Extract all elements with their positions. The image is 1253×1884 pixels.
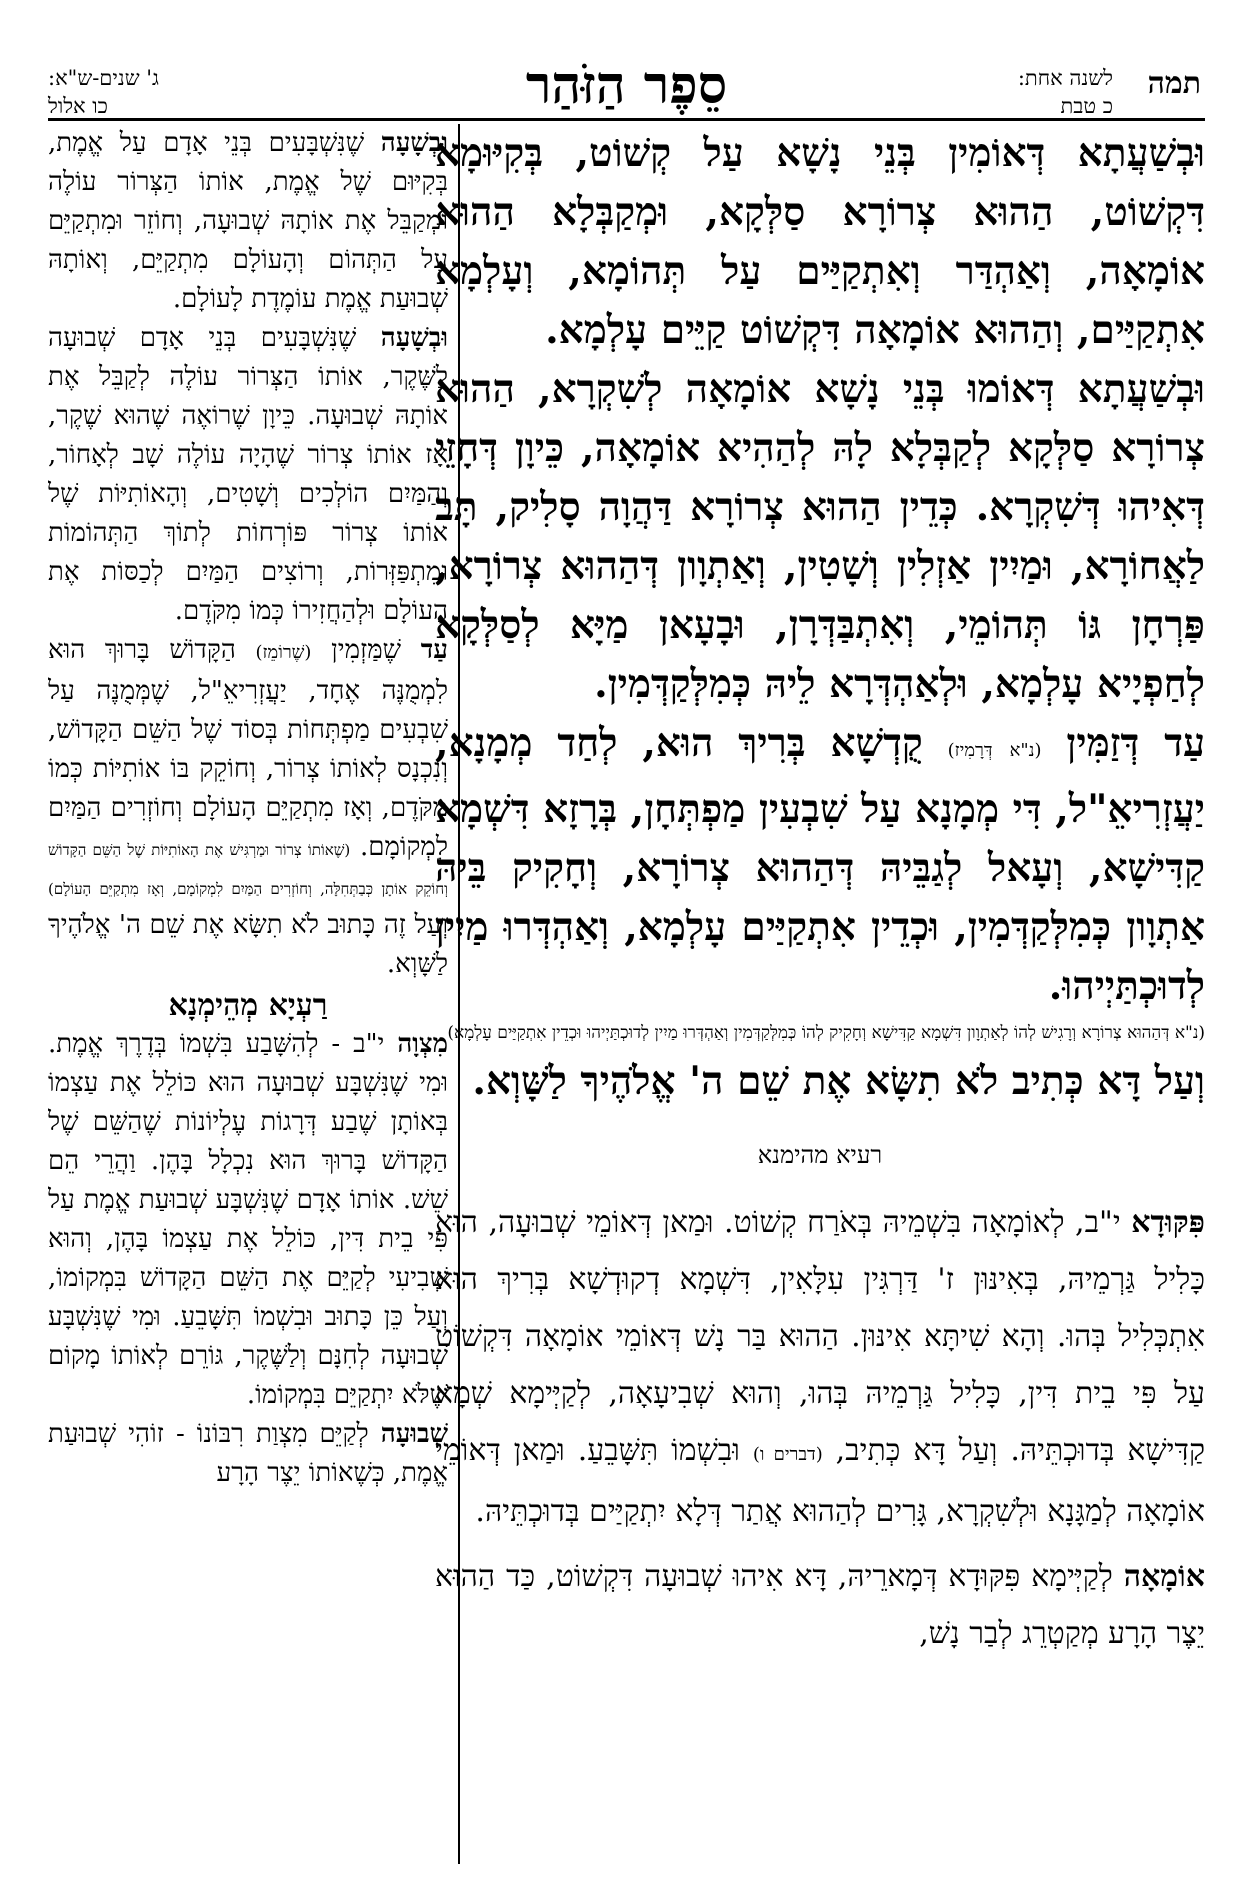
side-paragraph-3 [48, 631, 448, 984]
side-paragraph-5 [48, 1415, 448, 1493]
side-paragraph-4 [48, 1025, 448, 1415]
verse-reference: (דברים ו) [752, 1444, 823, 1465]
raaya-mehemna-heading: רעיא מהימנא [757, 1141, 883, 1169]
paragraph-text: שֶׁנִּשְׁבָּעִים בְּנֵי אָדָם עַל אֱמֶת, בְּקִיּוּם שֶׁל אֱמֶת, אוֹתוֹ הַצְּרוֹר עוֹלֶה וּמְקַבֵּל אֶת אוֹתָהּ שְׁבוּעָה, וְחוֹזֵר וּמִתְקַיֵּם עַל הַתְּהוֹם וְהָעוֹלָם מִתְקַיֵּם, וְאוֹתָהּ שְׁבוּעַת אֱמֶת עוֹמֶדֶת לָעוֹלָם. [48, 128, 448, 314]
lead-word: וּבְשַׁעֲתָא [1077, 130, 1205, 176]
lead-word: אוֹמָאָה [1123, 1559, 1205, 1594]
lead-word: וּבְשַׁעֲתָא [1077, 366, 1205, 412]
paragraph-text: הַקָּדוֹשׁ בָּרוּךְ הוּא לִמְמֻנֶּה אֶחָד, יַעֲזְרִיאֵ"ל, שֶׁמְּמֻנֶּה עַל שִׁבְעִים מַפְתְּחוֹת בְּסוֹד שֶׁל הַשֵּׁם הַקָּדוֹשׁ, וְנִכְנָס לְאוֹתוֹ צְרוֹר, וְחוֹקֵק בּוֹ אוֹתִיּוֹת כְּמוֹ מִקֹּדֶם, וְאָז מִתְקַיֵּם הָעוֹלָם וְחוֹזְרִים הַמַּיִם לִמְקוֹמָם. [48, 635, 448, 862]
raaya-paragraph-1 [435, 1194, 1205, 1540]
variant-reading-note: (שֶׁאוֹתוֹ צְרוֹר וּמַרְגִּישׁ אֶת הָאוֹתִיּוֹת שֶׁל הַשֵּׁם הַקָּדוֹשׁ וְחוֹקֵק אוֹתָן כְּבַתְּחִלָּה, וְחוֹזְרִים הַמַּיִם לִמְקוֹמָם, וְאָז מִתְקַיֵּם הָעוֹלָם) [48, 841, 448, 898]
paragraph-text: דְּאוֹמוּ בְּנֵי נָשָׁא אוֹמָאָה לְשִׁקְרָא, הַהוּא צְרוֹרָא סַלְּקָא לְקַבְּלָא לָהּ לְהַהִיא אוֹמָאָה, כֵּיוָן דְּחָזֵי דְּאִיהוּ דְּשִׁקְרָא. כְּדֵין הַהוּא צְרוֹרָא דַּהֲוָה סָלִיק, תָּב לַאֲחוֹרָא, וּמַיִין אַזְלִין וְשָׁטִין, וְאַתְוָון דְּהַהוּא צְרוֹרָא, פַּרְחָן גּוֹ תְּהוֹמֵי, וְאִתְבַּדְּרָן, וּבָעָאן מַיָּא לְסַלְּקָא לְחַפְיָיא עָלְמָא, וּלְאַהְדְּרָא לֵיהּ כְּמִלְּקַדְּמִין. [435, 366, 1205, 707]
lead-word: מִצְוָה [397, 1029, 448, 1059]
paragraph-text: י"ב, לְאוֹמָאָה בִּשְׁמֵיהּ בְּאֹרַח קְשׁוֹט. וּמַאן דְּאוֹמֵי שְׁבוּעָה, הוּא כָּלִיל גַּרְמֵיהּ, בְּאִינּוּן ז' דַּרְגִּין עִלָּאִין, דִּשְׁמָא דְקוּדְשָׁא בְּרִיךְ הוּא אִתְכְּלִיל בְּהוּ. וְהָא שִׁיתָּא אִינּוּן. הַהוּא בַּר נָשׁ דְּאוֹמֵי אוֹמָאָה דִּקְשׁוֹט עַל פִּי בֵית דִּין, כָּלִיל גַּרְמֵיהּ בְּהוּ, וְהוּא שְׁבִיעָאָה, לְקַיְּימָא שְׁמָא קַדִּישָׁא בְּדוּכְתֵּיהּ. וְעַל דָּא כְּתִיב, [435, 1205, 1205, 1468]
lead-word: עַד [1164, 720, 1205, 766]
lead-word: וּבְשָׁעָה [380, 128, 448, 158]
paragraph-text: דְּאוֹמִין בְּנֵי נָשָׁא עַל קְשׁוֹט, בְּקִיּוּמָא דִּקְשׁוֹט, הַהוּא צְרוֹרָא סַלְּקָא, וּמְקַבְּלָא הַהוּא אוֹמָאָה, וְאַהְדַּר וְאִתְקַיַּים עַל תְּהוֹמָא, וְעָלְמָא אִתְקַיַּים, וְהַהוּא אוֹמָאָה דִּקְשׁוֹט קַיֵּים עָלְמָא. [435, 130, 1205, 353]
main-paragraph-2 [435, 360, 1205, 714]
paragraph-text: לְקַיְּימָא פִּקּוּדָא דְּמָארֵיהּ, דָּא אִיהוּ שְׁבוּעָה דִּקְשׁוֹט, כַּד הַהוּא יֵצֶר הָרָע מְקַטְרֵג לְבַר נָשׁ, [435, 1559, 1205, 1651]
side-paragraph-1 [48, 124, 448, 319]
raaya-paragraph-2 [435, 1548, 1205, 1662]
header-rule [48, 118, 1205, 121]
side-paragraph-2 [48, 319, 448, 631]
header-right-line1: לשנה אחת: [1017, 66, 1113, 90]
paragraph-text: וּבִשְׁמוֹ תִּשָּׁבֵעַ. וּמַאן דְּאוֹמֵי אוֹמָאָה לְמַגָּנָא וּלְשִׁקְרָא, גָּרִים לְהַהוּא אֲתַר דְּלָא יִתְקַיַּים בְּדוּכְתֵּיהּ. [435, 1433, 1205, 1529]
paragraph-text: לְקַיֵּם מִצְוַת רִבּוֹנוֹ - זוֹהִי שְׁבוּעַת אֱמֶת, כְּשֶׁאוֹתוֹ יֵצֶר הָרָע [48, 1419, 448, 1488]
translation-column [48, 124, 448, 1864]
paragraph-text: שֶׁנִּשְׁבָּעִים בְּנֵי אָדָם שְׁבוּעָה לַשֶּׁקֶר, אוֹתוֹ הַצְּרוֹר עוֹלֶה לְקַבֵּל אֶת אוֹתָהּ שְׁבוּעָה. כֵּיוָן שֶׁרוֹאֶה שֶׁהוּא שֶׁקֶר, אָז אוֹתוֹ צְרוֹר שֶׁהָיָה עוֹלֶה שָׁב לְאָחוֹר, וְהַמַּיִם הוֹלְכִים וְשָׁטִים, וְהָאוֹתִיּוֹת שֶׁל אוֹתוֹ צְרוֹר פּוֹרְחוֹת לְתוֹךְ הַתְּהוֹמוֹת וּמִתְפַּזְּרוֹת, וְרוֹצִים הַמַּיִם לְכַסּוֹת אֶת הָעוֹלָם וּלְהַחֲזִירוֹ כְּמוֹ מִקֹּדֶם. [48, 323, 448, 626]
paragraph-text: שֶׁמַּזְמִין [311, 635, 421, 665]
main-column [435, 124, 1205, 1864]
lead-word: עַד [420, 635, 448, 665]
header-left-line1: ג' שנים-ש"א: [48, 66, 159, 90]
main-paragraph-1 [435, 124, 1205, 360]
main-paragraph-3 [435, 714, 1205, 1016]
raaya-mehemna-heading: רַעְיָא מְהֵימְנָא [168, 988, 328, 1023]
paragraph-text: וְעַל זֶה כָּתוּב לֹא תִשָּׂא אֶת שֵׁם ה' אֱלֹהֶיךָ לַשָּׁוְא. [48, 910, 448, 979]
variant-reading-note: (נ"א דְּהַהוּא צְרוֹרָא וְרָגִישׁ לְהוֹ לְאַתְוָון דִּשְׁמָא קַדִּישָׁא וְחָקִיק לְהוֹ כְּמִלְּקַדְּמִין וְאַהְדְּרוּ מַיִין לְדוּכְתַּיְיהוּ וּכְדֵין אִתְקַיַּים עָלְמָא) [447, 1023, 1205, 1043]
header-right-line2: כ טבת [1060, 94, 1113, 118]
main-paragraph-3-end: וְעַל דָּא כְּתִיב לֹא תִשָּׂא אֶת שֵׁם ה' אֱלֹהֶיךָ לַשָּׁוְא. [472, 1058, 1205, 1104]
column-divider [458, 124, 460, 1864]
variant-note: (שֶׁרוֹמֵז) [255, 642, 312, 663]
variant-note: (נ"א דְּרָמִיז) [947, 740, 1042, 761]
header-left-line2: כו אלול [48, 94, 108, 118]
paragraph-text: קֻדְשָׁא בְּרִיךְ הוּא, לְחַד מְמָנָא, יַעֲזְרִיאֵ"ל, דִּי מְמָנָא עַל שִׁבְעִין מַפְתְּחָן, בְּרָזָא דִּשְׁמָא קַדִּישָׁא, וְעָאל לְגַבֵּיהּ דְּהַהוּא צְרוֹרָא, וְחָקִיק בֵּיהּ אַתְוָון כְּמִלְּקַדְּמִין, וּכְדֵין אִתְקַיַּים עָלְמָא, וְאַהְדְּרוּ מַיִין לְדוּכְתַּיְיהוּ. [435, 720, 1205, 1009]
lead-word: פִּקּוּדָא [1131, 1205, 1205, 1240]
paragraph-text: י"ב - לְהִשָּׁבַע בִּשְׁמוֹ בְּדֶרֶךְ אֱמֶת. וּמִי שֶׁנִּשְׁבָּע שְׁבוּעָה הוּא כּוֹלֵל אֶת עַצְמוֹ בְּאוֹתָן שֶׁבַע דְּרָגוֹת עֶלְיוֹנוֹת שֶׁהַשֵּׁם שֶׁל הַקָּדוֹשׁ בָּרוּךְ הוּא נִכְלָל בָּהֶן. וַהֲרֵי הֵם שֵׁשׁ. אוֹתוֹ אָדָם שֶׁנִּשְׁבָּע שְׁבוּעַת אֱמֶת עַל פִּי בֵית דִּין, כּוֹלֵל אֶת עַצְמוֹ בָּהֶן, וְהוּא שְׁבִיעִי לְקַיֵּם אֶת הַשֵּׁם הַקָּדוֹשׁ בִּמְקוֹמוֹ, וְעַל כֵּן כָּתוּב וּבִשְׁמוֹ תִּשָּׁבֵעַ. וּמִי שֶׁנִּשְׁבָּע שְׁבוּעָה לְחִנָּם וְלַשֶּׁקֶר, גּוֹרֵם לְאוֹתוֹ מָקוֹם שֶׁלֹּא יִתְקַיֵּם בִּמְקוֹמוֹ. [48, 1029, 448, 1410]
page-number: תמה [1147, 66, 1201, 101]
book-title: סֵפֶר הַזֹּהַר [525, 55, 728, 116]
lead-word: שְׁבוּעָה [380, 1419, 448, 1449]
paragraph-text: דְּזַמִּין [1041, 720, 1165, 766]
lead-word: וּבְשָׁעָה [380, 323, 448, 353]
